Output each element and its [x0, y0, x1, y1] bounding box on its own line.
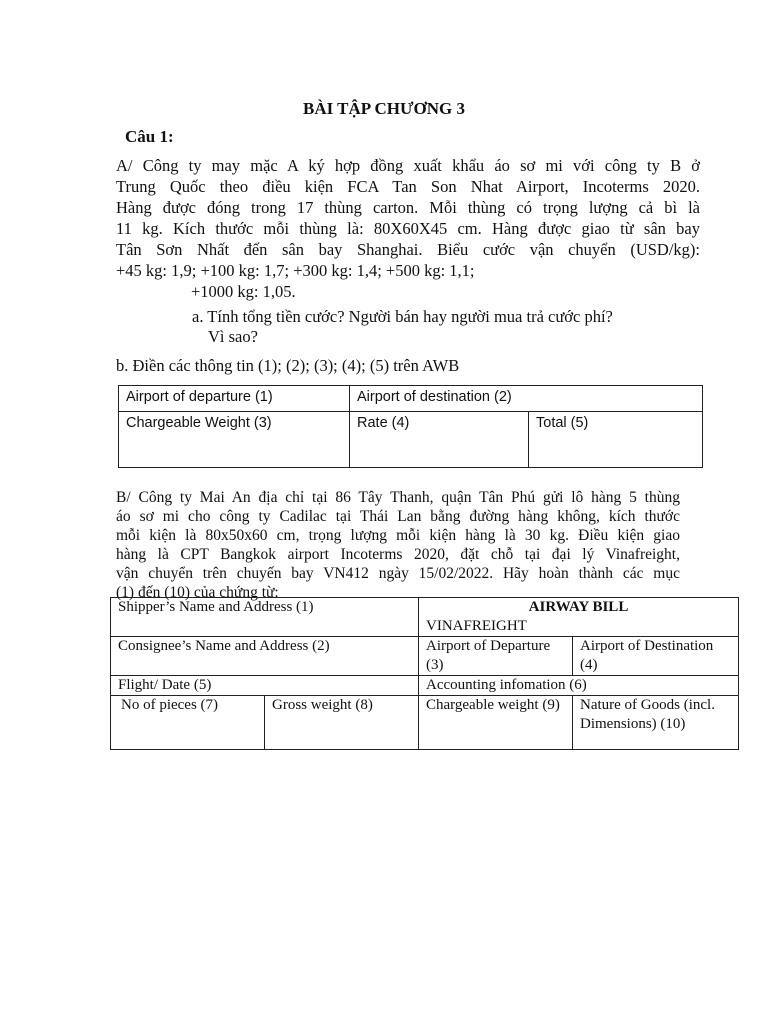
- vinafreight-label: VINAFREIGHT: [426, 618, 527, 634]
- sub-question-a-line: a. Tính tổng tiền cước? Người bán hay người mua trả cước phí?: [192, 307, 613, 326]
- part-b-paragraph: [116, 488, 680, 602]
- chargeable-weight-cell: Chargeable weight (9): [419, 696, 573, 750]
- airport-departure-cell: Airport of Departure (3): [419, 637, 573, 676]
- sub-question-a-line: Vì sao?: [208, 327, 258, 346]
- airport-destination-cell: Airport of destination (2): [350, 386, 703, 412]
- part-a-line: A/ Công ty may mặc A ký hợp đồng xuất khẩu áo sơ mi với công ty B ở: [116, 156, 700, 175]
- sub-question-b: b. Điền các thông tin (1); (2); (3); (4); (5) trên AWB: [116, 356, 460, 375]
- part-b-line: B/ Công ty Mai An địa chỉ tại 86 Tây Thanh, quận Tân Phú gửi lô hàng 5 thùng: [116, 489, 680, 506]
- sub-question-a: [192, 307, 672, 347]
- no-of-pieces-cell: No of pieces (7): [111, 696, 265, 750]
- airport-destination-cell: Airport of Destination (4): [573, 637, 739, 676]
- nature-of-goods-cell: Nature of Goods (incl. Dimensions) (10): [573, 696, 739, 750]
- shipper-cell: Shipper’s Name and Address (1): [111, 598, 419, 637]
- part-b-line: vận chuyển trên chuyến bay VN412 ngày 15/02/2022. Hãy hoàn thành các mục: [116, 565, 680, 582]
- airway-bill-title: AIRWAY BILL: [528, 599, 629, 615]
- part-a-line: Tân Sơn Nhất đến sân bay Shanghai. Biểu cước vận chuyển (USD/kg):: [116, 240, 700, 259]
- airport-departure-cell: Airport of departure (1): [119, 386, 350, 412]
- accounting-info-cell: Accounting infomation (6): [419, 676, 739, 696]
- part-a-line: +1000 kg: 1,05.: [191, 282, 296, 301]
- part-a-line: Trung Quốc theo điều kiện FCA Tan Son Nhat Airport, Incoterms 2020.: [116, 177, 700, 196]
- flight-date-cell: Flight/ Date (5): [111, 676, 419, 696]
- gross-weight-cell: Gross weight (8): [265, 696, 419, 750]
- part-a-line: 11 kg. Kích thước mỗi thùng là: 80X60X45 cm. Hàng được giao từ sân bay: [116, 219, 700, 238]
- part-b-line: hàng là CPT Bangkok airport Incoterms 2020, đặt chỗ tại đại lý Vinafreight,: [116, 546, 680, 563]
- airway-bill-table: [110, 597, 739, 750]
- airway-bill-header-cell: [419, 598, 739, 637]
- part-b-line: áo sơ mi cho công ty Cadilac tại Thái Lan bằng đường hàng không, kích thước: [116, 508, 680, 525]
- part-b-line: (1) đến (10) của chứng từ:: [116, 584, 279, 601]
- chargeable-weight-cell: Chargeable Weight (3): [119, 412, 350, 468]
- part-b-line: mỗi kiện là 80x50x60 cm, trọng lượng mỗi kiện hàng là 30 kg. Điều kiện giao: [116, 527, 680, 544]
- question-1-heading: Câu 1:: [125, 127, 174, 146]
- total-cell: Total (5): [529, 412, 703, 468]
- part-a-line: +45 kg: 1,9; +100 kg: 1,7; +300 kg: 1,4; +500 kg: 1,1;: [116, 261, 475, 280]
- rate-cell: Rate (4): [350, 412, 529, 468]
- consignee-cell: Consignee’s Name and Address (2): [111, 637, 419, 676]
- page-title: BÀI TẬP CHƯƠNG 3: [303, 99, 465, 118]
- part-a-paragraph: [116, 155, 700, 302]
- part-a-line: Hàng được đóng trong 17 thùng carton. Mỗi thùng có trọng lượng cả bì là: [116, 198, 700, 217]
- awb-table-1: [118, 385, 703, 468]
